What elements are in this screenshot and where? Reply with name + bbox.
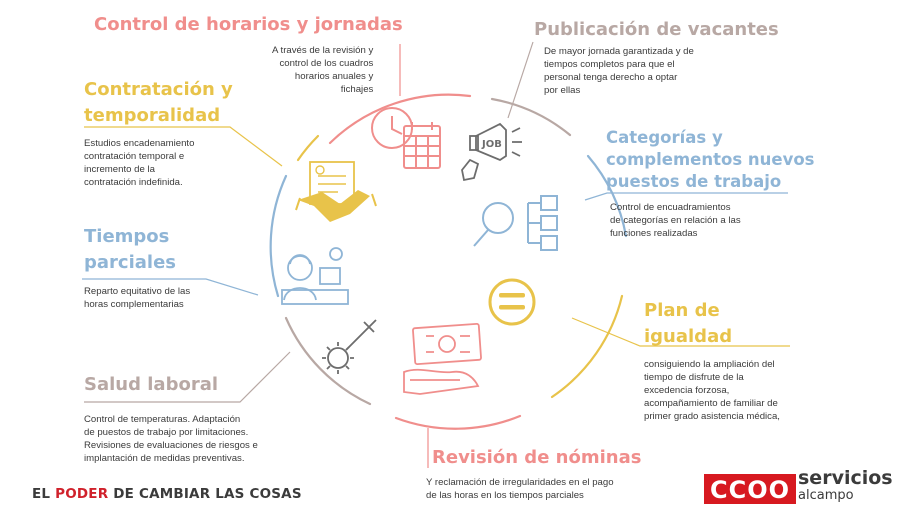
parciales-title: Tiempos parciales — [84, 226, 176, 273]
horarios-desc: A través de la revisión y control de los cuadros horarios anuales y fichajes — [272, 45, 374, 95]
org-chart-magnifier-icon — [474, 196, 557, 250]
payslip-hand-icon — [404, 324, 481, 394]
categorias-desc: Control de encuadramientos de categorías en relación a las funciones realizadas — [610, 202, 741, 239]
contratacion-title: Contratación y temporalidad — [84, 79, 233, 126]
vacantes-title: Publicación de vacantes — [534, 19, 779, 40]
ring-arc-vacantes — [492, 99, 570, 135]
salud-desc: Control de temperaturas. Adaptación de puestos de trabajo por limitaciones. Revisiones de evaluaciones de riesgos e implantación de medidas preventivas. — [84, 414, 258, 464]
ccoo-logo — [704, 474, 796, 504]
handshake-contract-icon — [296, 162, 376, 222]
ring-arc-parciales — [271, 176, 286, 296]
cashier-icon — [282, 248, 348, 304]
ring-arc-igualdad — [552, 296, 622, 397]
salud-title: Salud laboral — [84, 374, 219, 395]
clock-calendar-icon — [372, 108, 440, 168]
nominas-title: Revisión de nóminas — [432, 447, 642, 468]
horarios-title: Control de horarios y jornadas — [94, 14, 403, 35]
job-megaphone-icon — [462, 124, 522, 180]
virus-syringe-icon — [322, 320, 376, 374]
contratacion-desc: Estudios encadenamiento contratación temporal e incremento de la contratación indefinida. — [84, 138, 195, 188]
igualdad-title: Plan de igualdad — [644, 300, 733, 347]
ring-arc-horarios — [330, 95, 470, 143]
brand-sub: alcampo — [798, 488, 854, 503]
categorias-title: Categorías y complementos nuevos puestos de trabajo — [606, 128, 815, 191]
job-label: JOB — [482, 139, 502, 150]
brand-text — [798, 469, 893, 502]
ccoo-logo-text: CCOO — [709, 476, 791, 504]
parciales-desc: Reparto equitativo de las horas complementarias — [84, 286, 191, 310]
igualdad-desc: consiguiendo la ampliación del tiempo de disfrute de la excedencia forzosa, acompañamiento de familiar de primer grado asistencia médica, — [644, 359, 780, 422]
ring-arc-contratacion — [298, 136, 318, 160]
vacantes-desc: De mayor jornada garantizada y de tiempos completos para que el personal tenga derecho a optar por ellas — [544, 46, 694, 96]
nominas-desc: Y reclamación de irregularidades en el pago de las horas en los tiempos parciales — [426, 477, 614, 501]
equal-sign-icon — [490, 280, 534, 324]
ring-arc-nominas — [396, 416, 520, 429]
footer-slogan: EL PODER DE CAMBIAR LAS COSAS — [32, 486, 302, 502]
brand-main: servicios — [798, 467, 893, 489]
